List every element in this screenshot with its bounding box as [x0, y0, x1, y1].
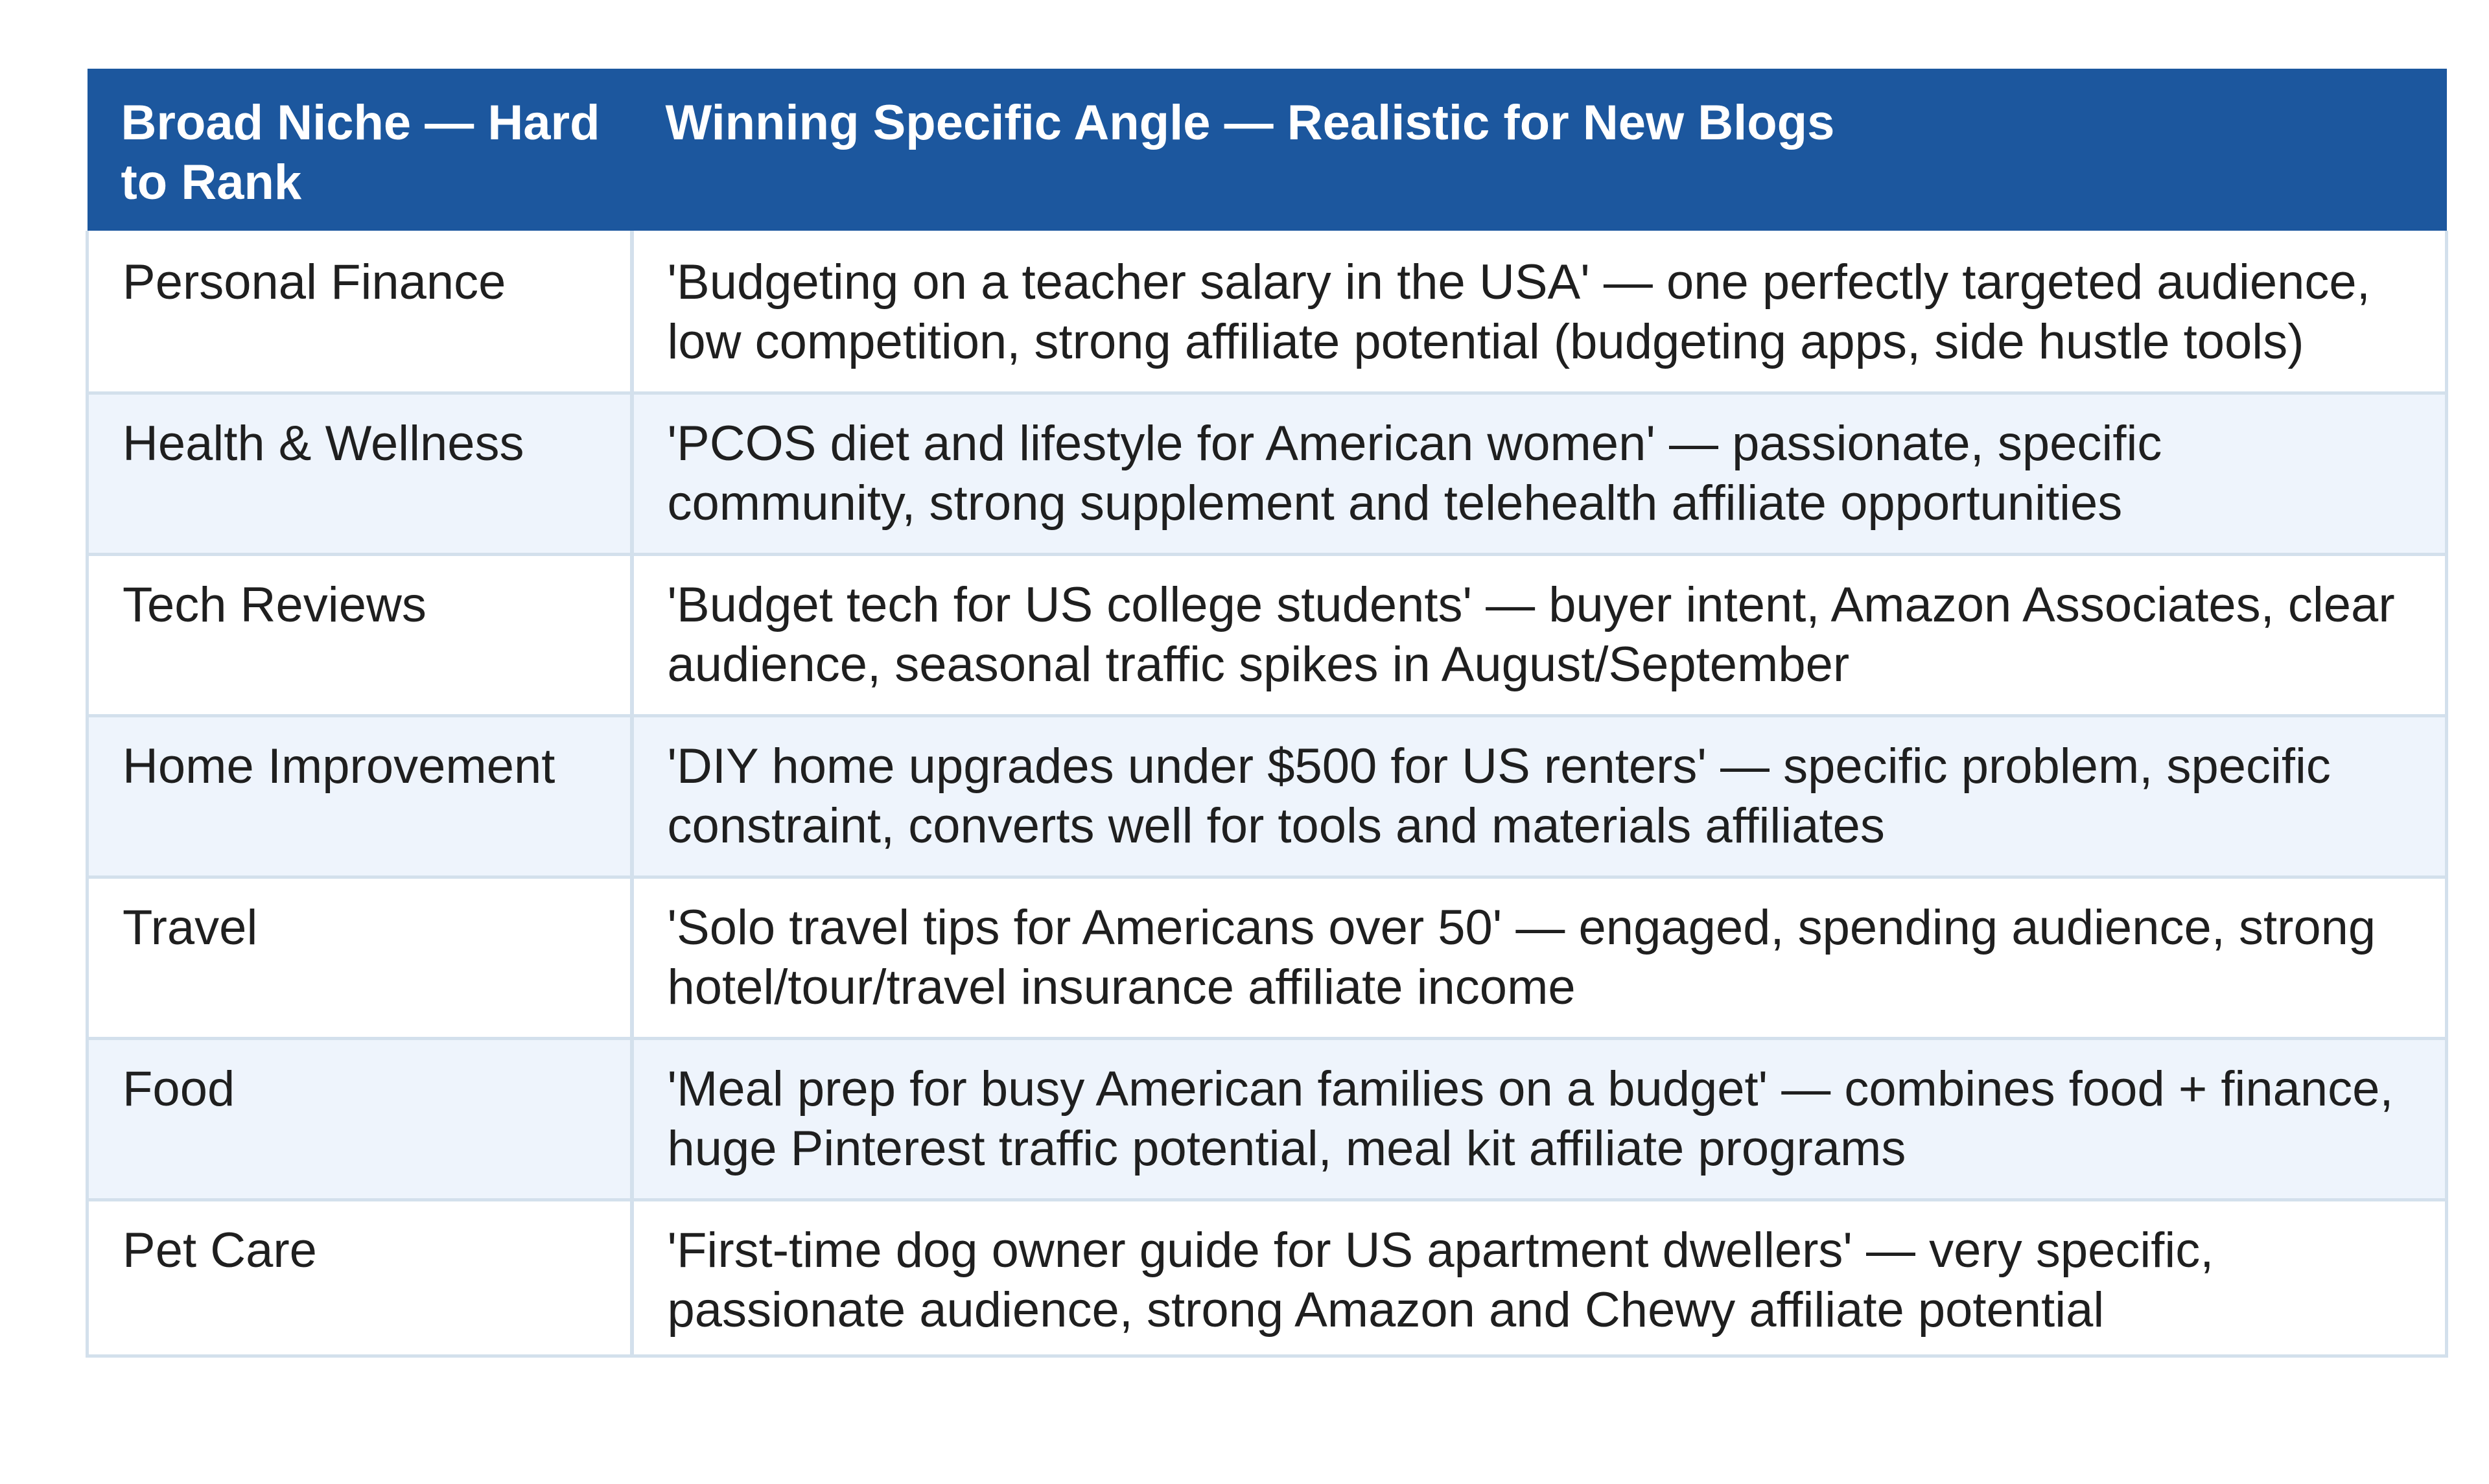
- niche-table: [86, 69, 2448, 1358]
- broad-niche-cell: Personal Finance: [88, 231, 632, 393]
- broad-niche-cell: Food: [88, 1039, 632, 1200]
- broad-niche-cell: Health & Wellness: [88, 393, 632, 555]
- specific-angle-cell: 'Solo travel tips for Americans over 50' — engaged, spending audience, strong hotel/tour/travel insurance affiliate income: [632, 877, 2447, 1039]
- header-row: [88, 69, 2447, 231]
- table-row: [88, 716, 2447, 877]
- header-broad-niche: Broad Niche — Hard to Rank: [88, 69, 632, 231]
- table-row: [88, 555, 2447, 716]
- table-row: [88, 1039, 2447, 1200]
- specific-angle-cell: 'PCOS diet and lifestyle for American women' — passionate, specific community, strong supplement and telehealth affiliate opportunities: [632, 393, 2447, 555]
- specific-angle-cell: 'Budgeting on a teacher salary in the USA' — one perfectly targeted audience, low competition, strong affiliate potential (budgeting apps, side hustle tools): [632, 231, 2447, 393]
- broad-niche-cell: Travel: [88, 877, 632, 1039]
- table-row: [88, 393, 2447, 555]
- specific-angle-cell: 'Meal prep for busy American families on a budget' — combines food + finance, huge Pinterest traffic potential, meal kit affiliate programs: [632, 1039, 2447, 1200]
- header-specific-angle: Winning Specific Angle — Realistic for New Blogs: [632, 69, 2447, 231]
- table-row: [88, 877, 2447, 1039]
- niche-table-container: [86, 69, 2445, 1358]
- table-header: [88, 69, 2447, 231]
- table-body: [88, 231, 2447, 1356]
- table-row: [88, 231, 2447, 393]
- specific-angle-cell: 'Budget tech for US college students' — buyer intent, Amazon Associates, clear audience, seasonal traffic spikes in August/September: [632, 555, 2447, 716]
- broad-niche-cell: Tech Reviews: [88, 555, 632, 716]
- specific-angle-cell: 'DIY home upgrades under $500 for US renters' — specific problem, specific constraint, converts well for tools and materials affiliates: [632, 716, 2447, 877]
- table-row: [88, 1200, 2447, 1356]
- broad-niche-cell: Home Improvement: [88, 716, 632, 877]
- broad-niche-cell: Pet Care: [88, 1200, 632, 1356]
- specific-angle-cell: 'First-time dog owner guide for US apartment dwellers' — very specific, passionate audience, strong Amazon and Chewy affiliate potential: [632, 1200, 2447, 1356]
